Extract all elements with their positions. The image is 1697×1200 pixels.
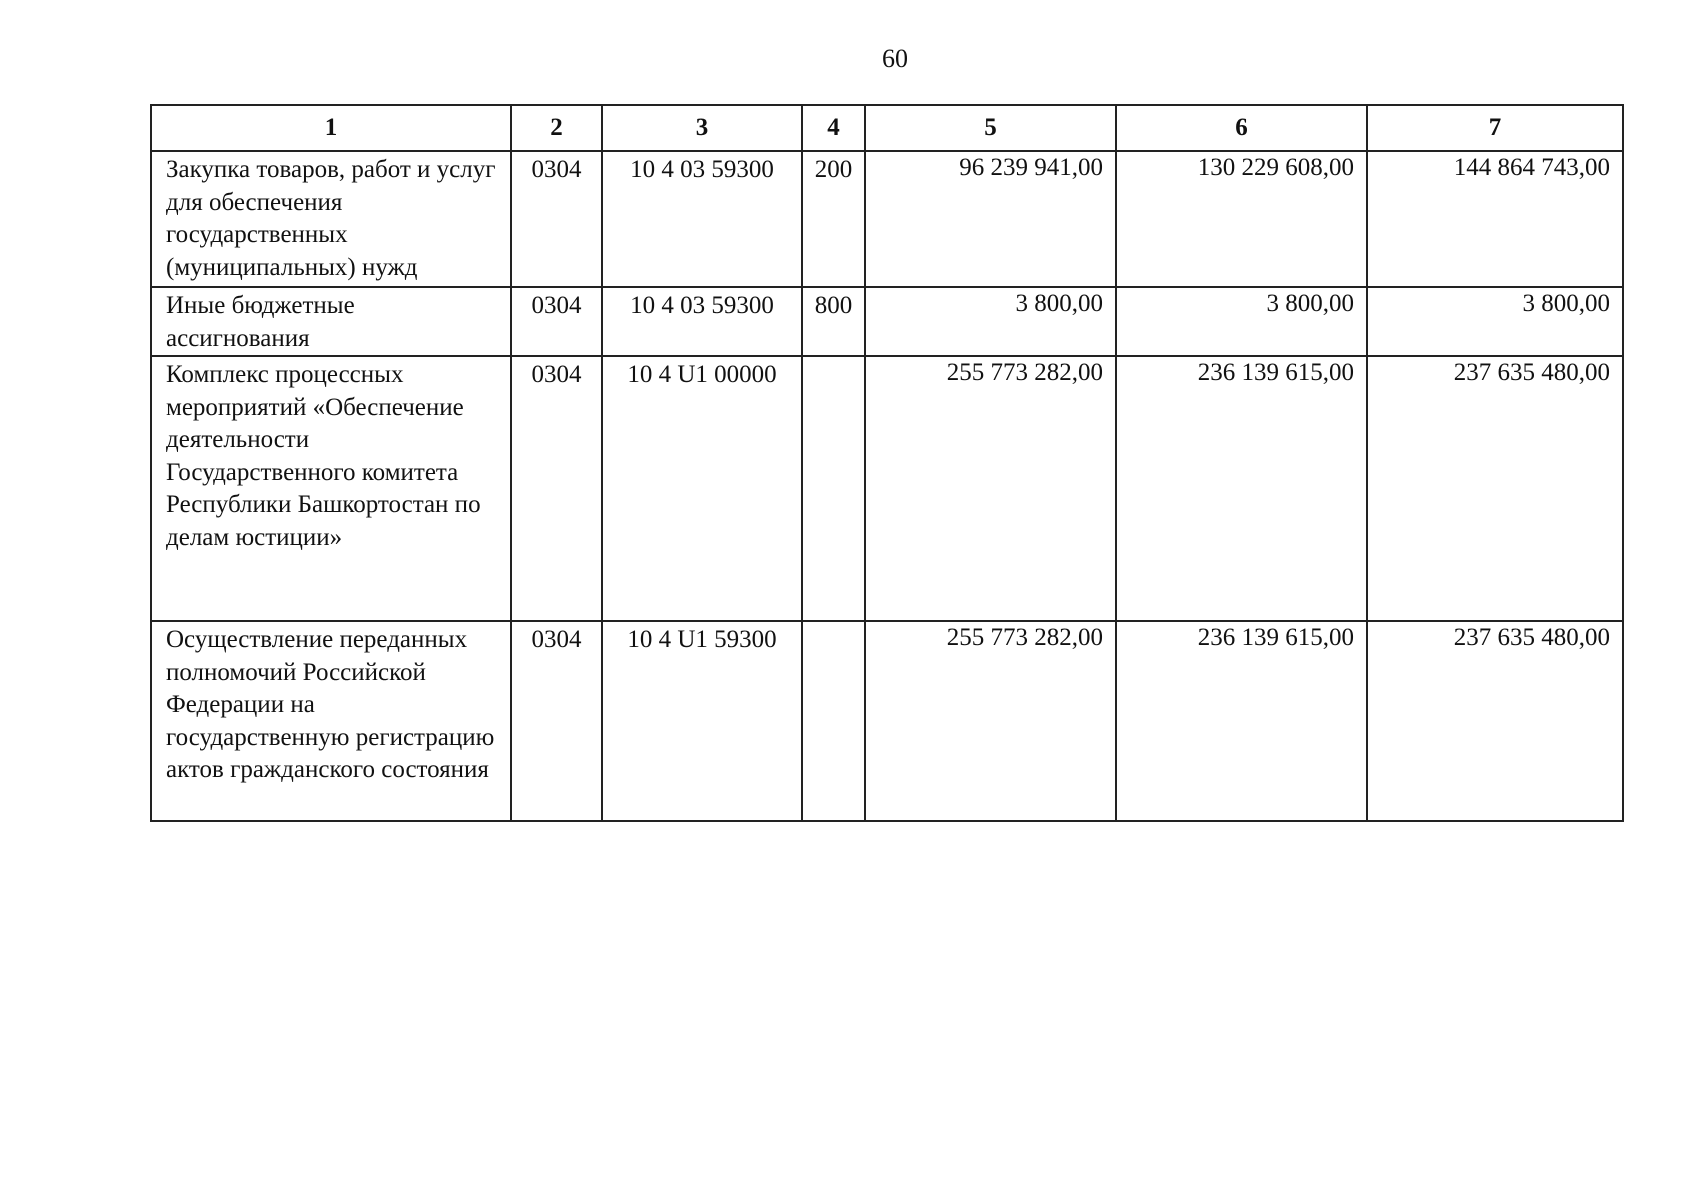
header-row bbox=[151, 105, 1623, 151]
table-row bbox=[151, 621, 1623, 821]
row-name: Осуществление переданных полномочий Российской Федерации на государственную регистрацию актов гражданского состояния bbox=[151, 621, 511, 821]
column-header-5: 5 bbox=[865, 105, 1116, 151]
page-number: 60 bbox=[882, 44, 908, 73]
column-header-7: 7 bbox=[1367, 105, 1623, 151]
row-amount-2: 236 139 615,00 bbox=[1116, 621, 1367, 821]
row-section: 0304 bbox=[511, 151, 602, 287]
row-section: 0304 bbox=[511, 621, 602, 821]
row-amount-3: 237 635 480,00 bbox=[1367, 621, 1623, 821]
column-header-4: 4 bbox=[802, 105, 865, 151]
row-target-article: 10 4 03 59300 bbox=[602, 151, 802, 287]
row-expense-type: 800 bbox=[802, 287, 865, 356]
row-target-article: 10 4 U1 59300 bbox=[602, 621, 802, 821]
row-name: Комплекс процессных мероприятий «Обеспечение деятельности Государственного комитета Республики Башкортостан по делам юстиции» bbox=[151, 356, 511, 621]
row-amount-1: 255 773 282,00 bbox=[865, 621, 1116, 821]
table-row bbox=[151, 356, 1623, 621]
column-header-1: 1 bbox=[151, 105, 511, 151]
row-section: 0304 bbox=[511, 287, 602, 356]
row-amount-3: 144 864 743,00 bbox=[1367, 151, 1623, 287]
row-amount-1: 3 800,00 bbox=[865, 287, 1116, 356]
row-amount-1: 96 239 941,00 bbox=[865, 151, 1116, 287]
table-row bbox=[151, 151, 1623, 287]
table-row bbox=[151, 287, 1623, 356]
row-amount-2: 3 800,00 bbox=[1116, 287, 1367, 356]
column-header-3: 3 bbox=[602, 105, 802, 151]
row-amount-2: 130 229 608,00 bbox=[1116, 151, 1367, 287]
row-expense-type bbox=[802, 356, 865, 621]
row-name: Закупка товаров, работ и услуг для обеспечения государственных (муниципальных) нужд bbox=[151, 151, 511, 287]
row-amount-1: 255 773 282,00 bbox=[865, 356, 1116, 621]
column-header-2: 2 bbox=[511, 105, 602, 151]
column-header-6: 6 bbox=[1116, 105, 1367, 151]
row-target-article: 10 4 03 59300 bbox=[602, 287, 802, 356]
row-name: Иные бюджетные ассигнования bbox=[151, 287, 511, 356]
budget-table bbox=[150, 104, 1624, 822]
row-amount-3: 3 800,00 bbox=[1367, 287, 1623, 356]
row-expense-type: 200 bbox=[802, 151, 865, 287]
row-amount-3: 237 635 480,00 bbox=[1367, 356, 1623, 621]
row-target-article: 10 4 U1 00000 bbox=[602, 356, 802, 621]
row-expense-type bbox=[802, 621, 865, 821]
row-section: 0304 bbox=[511, 356, 602, 621]
row-amount-2: 236 139 615,00 bbox=[1116, 356, 1367, 621]
